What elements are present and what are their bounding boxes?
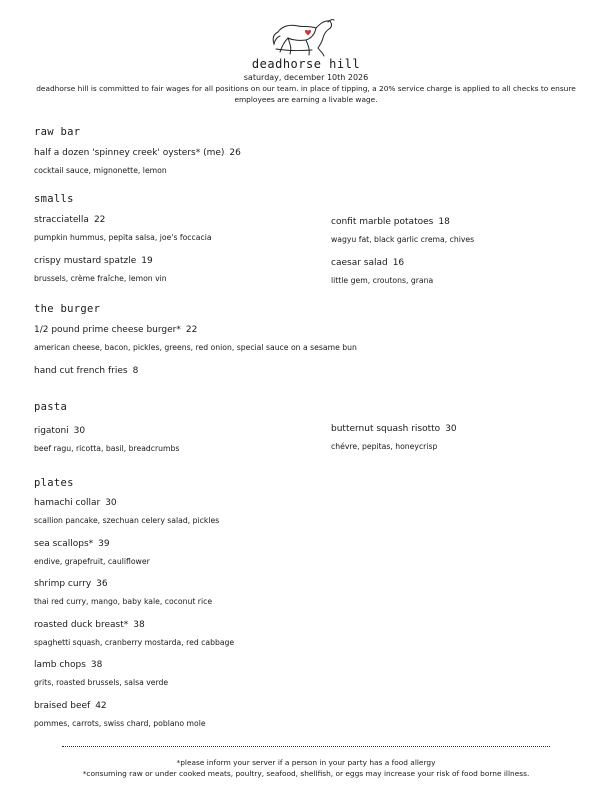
food-safety-warning: *consuming raw or under cooked meats, poultry, seafood, shellfish, or eggs may increase your risk of food borne illness. [82, 769, 530, 778]
item-name: roasted duck breast* [34, 620, 129, 630]
item-price: 22 [185, 325, 198, 335]
item-name: hamachi collar [34, 498, 101, 508]
item-price: 18 [438, 217, 450, 227]
menu-item [331, 217, 474, 244]
menu-item [34, 426, 179, 453]
item-price: 39 [98, 539, 110, 549]
item-name: crispy mustard spatzle [34, 256, 137, 266]
item-description: wagyu fat, black garlic crema, chives [331, 235, 475, 244]
menu-item [34, 620, 234, 647]
item-name: braised beef [34, 701, 91, 711]
item-price: 16 [392, 258, 405, 268]
section-pasta: pasta [34, 401, 68, 413]
dotted-divider [62, 746, 550, 747]
item-name: butternut squash risotto [331, 424, 441, 434]
item-price: 8 [132, 366, 139, 376]
section-raw-bar: raw bar [34, 126, 81, 138]
item-price: 36 [96, 579, 108, 589]
menu-date: saturday, december 10th 2026 [243, 73, 369, 82]
item-name: hand cut french fries [34, 366, 128, 376]
item-price: 26 [229, 148, 241, 158]
item-price: 30 [445, 424, 457, 434]
item-description: little gem, croutons, grana [331, 276, 434, 285]
item-description: cocktail sauce, mignonette, lemon [34, 166, 167, 175]
menu-item [34, 325, 357, 352]
menu-item [34, 256, 167, 283]
item-description: pumpkin hummus, pepita salsa, joe's foccacia [34, 233, 212, 242]
item-name: lamb chops [34, 660, 86, 670]
item-price: 30 [73, 426, 86, 436]
item-price: 38 [133, 620, 145, 630]
item-description: endive, grapefruit, cauliflower [34, 557, 150, 566]
menu-item [34, 579, 212, 606]
menu-item [34, 498, 219, 525]
menu-item [34, 539, 150, 566]
horse-logo-icon [268, 18, 340, 58]
item-name: rigatoni [34, 426, 69, 436]
menu-item [34, 366, 138, 376]
item-price: 38 [90, 660, 103, 670]
item-name: stracciatella [34, 215, 89, 225]
section-plates: plates [34, 477, 74, 489]
item-description: american cheese, bacon, pickles, greens, red onion, special sauce on a sesame bun [34, 343, 357, 352]
item-description: grits, roasted brussels, salsa verde [34, 678, 169, 687]
item-description: chévre, pepitas, honeycrisp [331, 442, 438, 451]
item-name: shrimp curry [34, 579, 92, 589]
item-description: spaghetti squash, cranberry mostarda, red cabbage [34, 638, 235, 647]
restaurant-name: deadhorse hill [251, 57, 361, 71]
item-description: pommes, carrots, swiss chard, poblano mole [34, 719, 206, 728]
item-name: confit marble potatoes [331, 217, 434, 227]
menu-item [34, 701, 206, 728]
item-description: scallion pancake, szechuan celery salad, pickles [34, 516, 220, 525]
item-description: thai red curry, mango, baby kale, coconut rice [34, 597, 213, 606]
item-price: 19 [141, 256, 153, 266]
allergy-notice: *please inform your server if a person in your party has a food allergy [176, 758, 436, 767]
menu-item [34, 660, 168, 687]
menu-item [34, 148, 241, 175]
item-description: beef ragu, ricotta, basil, breadcrumbs [34, 444, 180, 453]
item-name: 1/2 pound prime cheese burger* [34, 325, 181, 335]
item-description: brussels, crème fraîche, lemon vin [34, 274, 167, 283]
item-price: 22 [93, 215, 106, 225]
section-smalls: smalls [34, 193, 74, 205]
menu-item [331, 424, 457, 451]
menu-item [34, 215, 212, 242]
item-price: 30 [105, 498, 117, 508]
item-name: caesar salad [331, 258, 388, 268]
item-name: half a dozen 'spinney creek' oysters* (me) [34, 148, 225, 158]
section-burger: the burger [34, 303, 101, 315]
item-price: 42 [95, 701, 107, 711]
menu-item [331, 258, 433, 285]
wage-statement: deadhorse hill is committed to fair wages for all positions on our team. in place of tipping, a 20% service charge is applied to all checks to ensure employees are earning a livable wage. [36, 84, 576, 104]
item-name: sea scallops* [34, 539, 94, 549]
